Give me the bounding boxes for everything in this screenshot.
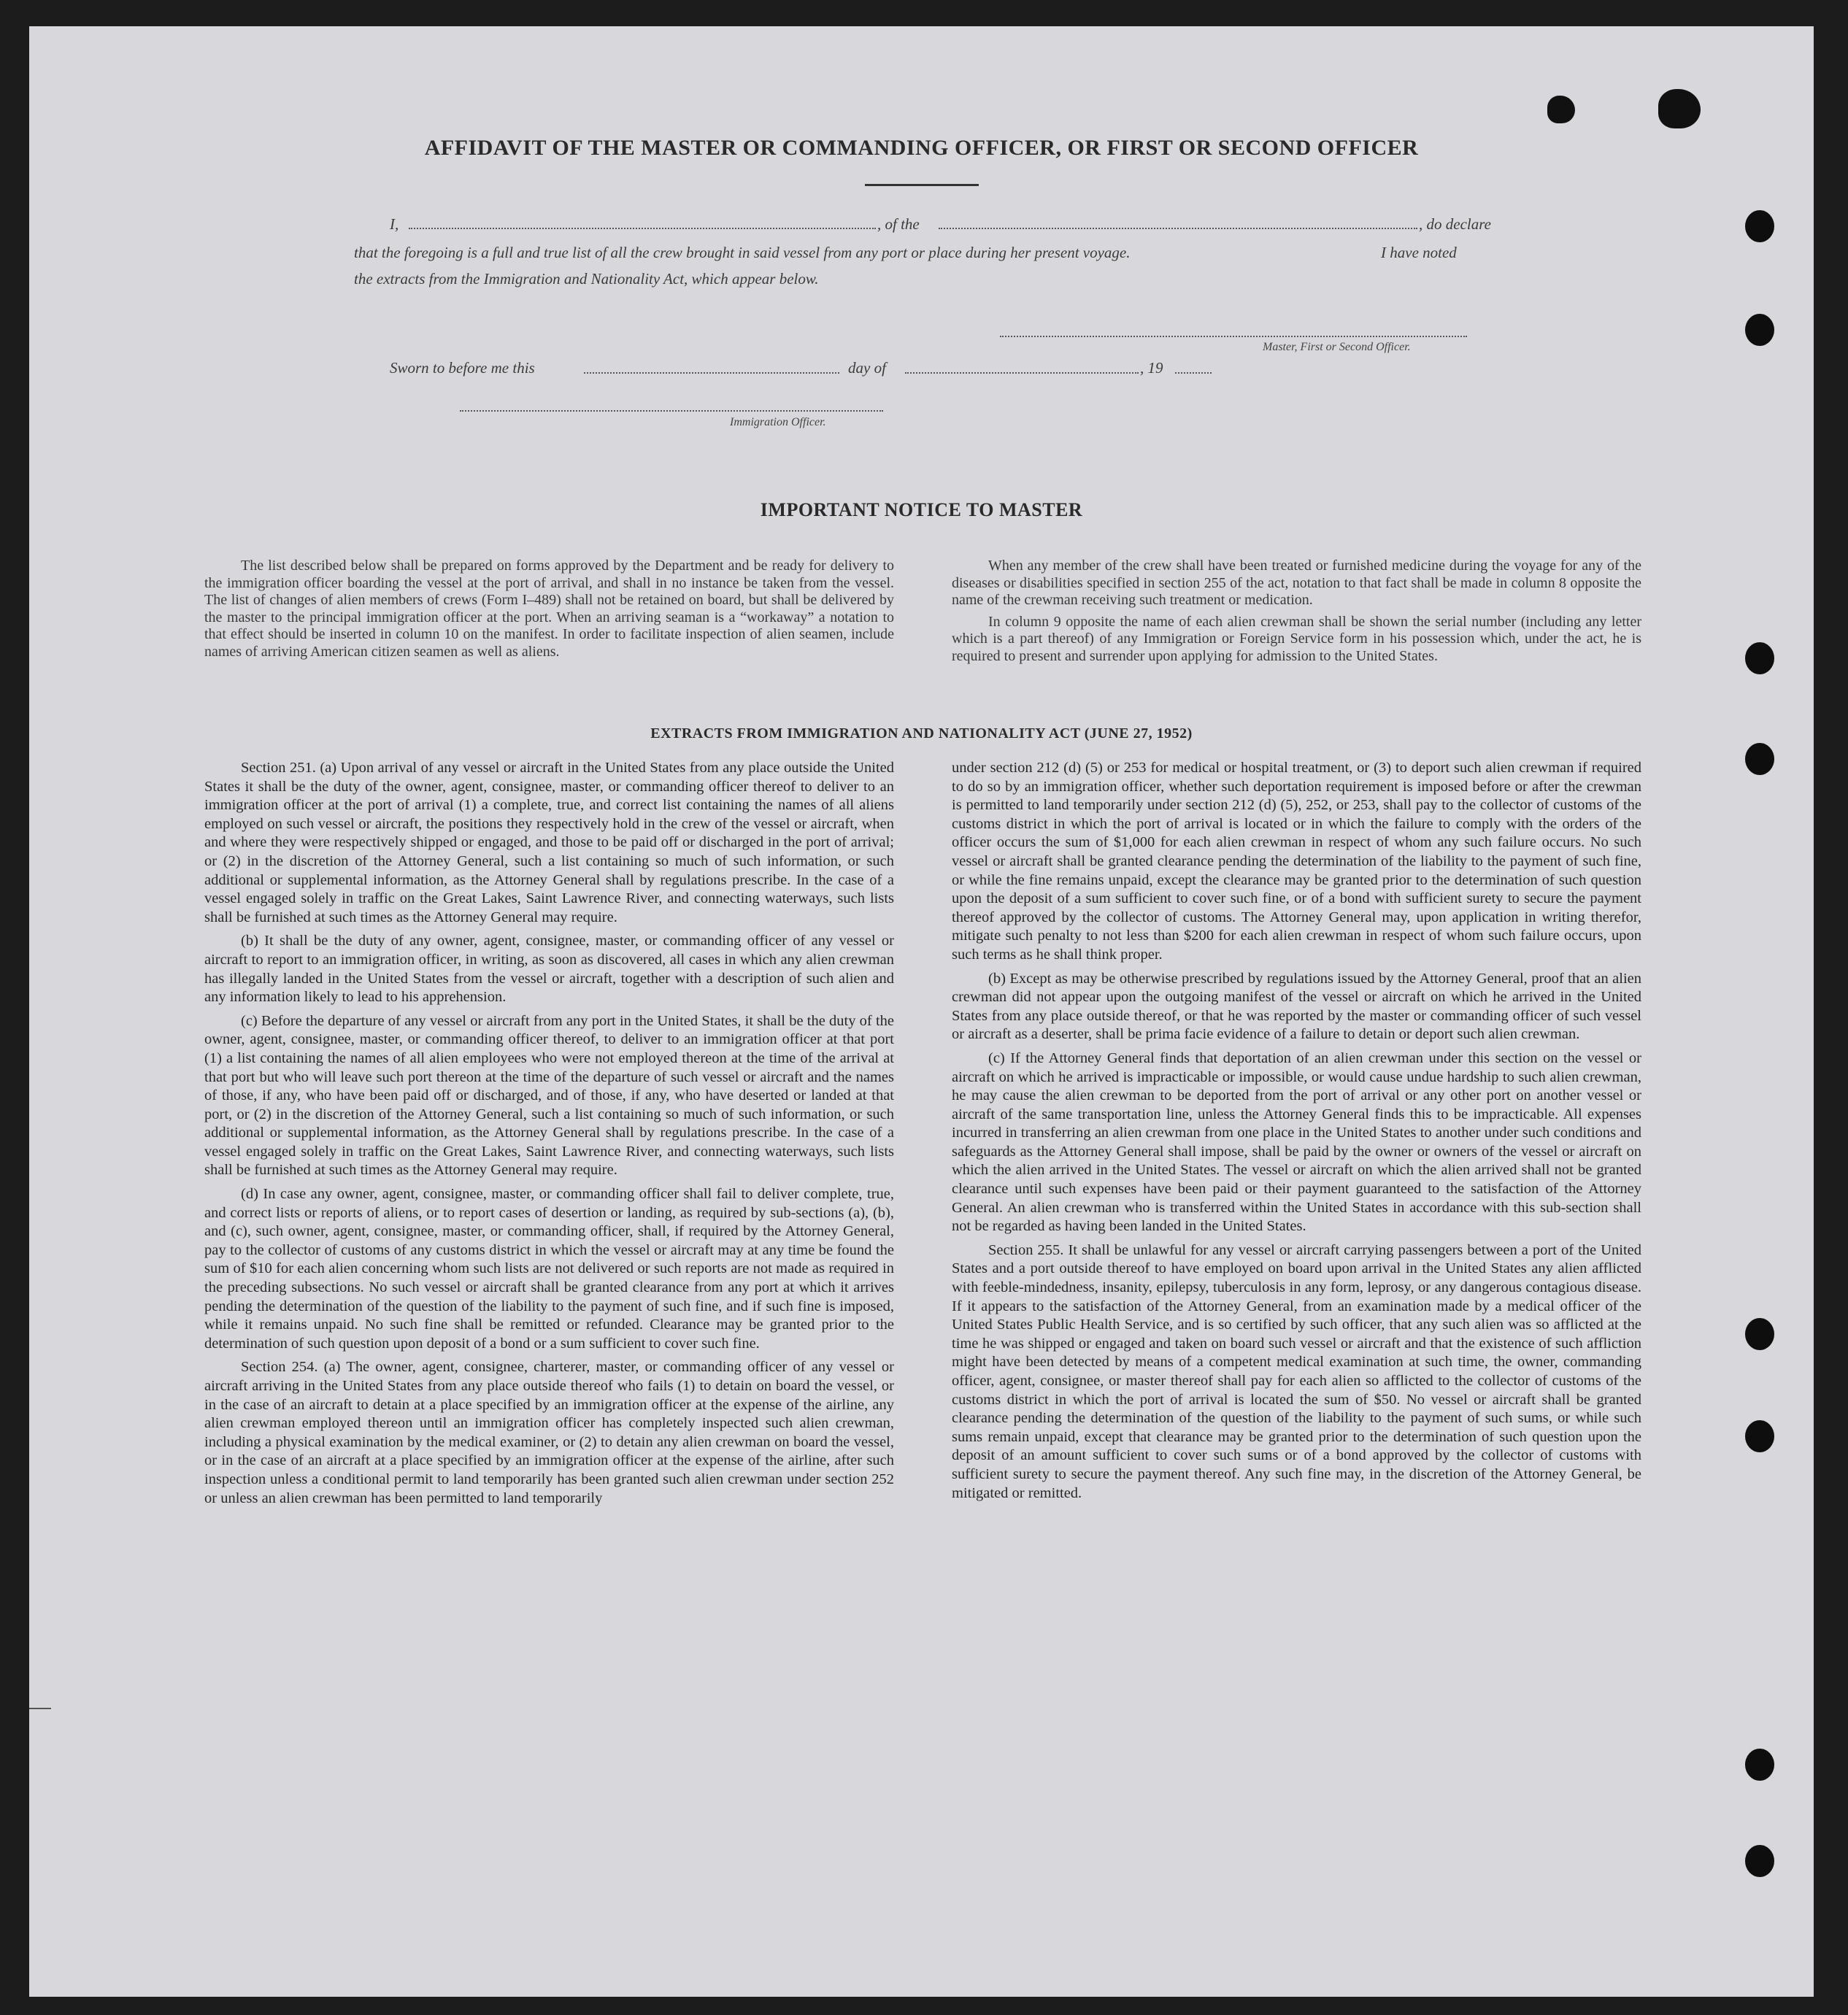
sworn-year-field[interactable] [1175, 372, 1212, 374]
section-paragraph: (b) Except as may be otherwise prescribed by regulations issued by the Attorney General, proof that an alien crewman did not appear upon the outgoing manifest of the vessel or aircraft on which he arrived in the United States from any place outside thereof, or that he was reported by the master or commanding officer of such vessel or aircraft as a deserter, shall be prima facie evidence of a failure to detain or deport such alien crewman. [952, 970, 1641, 1043]
master-signature-label: Master, First or Second Officer. [1263, 341, 1411, 353]
extracts-title: EXTRACTS FROM IMMIGRATION AND NATIONALITY ACT (JUNE 27, 1952) [650, 725, 1193, 741]
affidavit-title: AFFIDAVIT OF THE MASTER OR COMMANDING OFFICER, OR FIRST OR SECOND OFFICER [424, 136, 1419, 160]
vessel-name-field[interactable] [939, 228, 1417, 229]
binder-hole [1745, 314, 1774, 346]
sworn-month-field[interactable] [905, 372, 1139, 374]
notice-paragraph: In column 9 opposite the name of each alien crewman shall be shown the serial number (including any letter which is a part thereof) of any Immigration or Foreign Service form in his possession which, under the act, he is required to present and surrender upon applying for admission to the United States. [952, 613, 1641, 664]
section-paragraph: (d) In case any owner, agent, consignee, master, or commanding officer shall fail to deliver complete, true, and correct lists or reports of aliens, or to report cases of desertion or landing, as required by sub-sections (a), (b), and (c), such owner, agent, consignee, master, or commanding officer, shall, if required by the Attorney General, pay to the collector of customs of any customs district in which the vessel or aircraft may at any time be found the sum of $10 for each alien concerning whom such lists are not delivered or such reports are not made as required in the preceding subsections. No such vessel or aircraft shall be granted clearance from any port at which it arrives pending the determination of the question of the liability to the payment of such fine, and if such fine is imposed, while it remains unpaid. No such fine shall be remitted or refunded. Clearance may be granted prior to the determination of such question upon deposit of a bond or a sum sufficient to cover such fine. [204, 1186, 894, 1352]
sworn-label: Sworn to before me this [390, 359, 535, 377]
immigration-officer-label: Immigration Officer. [730, 416, 826, 428]
section-paragraph: Section 254. (a) The owner, agent, consignee, charterer, master, or commanding officer of any vessel or aircraft arriving in the United States from any place outside thereof who fails (1) to detain on board the vessel, or in the case of an aircraft to detain at a place specified by an immigration officer at the expense of the airline, any alien crewman employed thereon until an immigration officer has completely inspected such alien crewman, including a physical examination by the medical examiner, or (2) to detain any alien crewman on board the vessel, or in the case of an aircraft at a place specified by an immigration officer at the expense of the airline, after such inspection unless a conditional permit to land temporarily has been granted such alien crewman under section 252 or unless an alien crewman has been permitted to land temporarily [204, 1359, 894, 1506]
year-label: , 19 [1140, 359, 1163, 377]
title-divider [865, 184, 979, 186]
sworn-date-field[interactable] [584, 372, 839, 374]
master-signature-field[interactable] [1000, 336, 1467, 337]
notice-paragraph: The list described below shall be prepared on forms approved by the Department and be ready for delivery to the immigration officer boarding the vessel at the port of arrival, and shall in no instance be taken from the vessel. The list of changes of alien members of crews (Form I–489) shall not be retained on board, but shall be delivered by the master to the principal immigration officer at the port. When an arriving seaman is a “workaway” a notation to that effect should be inserted in column 10 on the manifest. In order to facilitate inspection of alien seamen, include names of arriving American citizen seamen as well as aliens. [204, 558, 894, 660]
section-paragraph: Section 255. It shall be unlawful for any vessel or aircraft carrying passengers between a port of the United States and a port outside thereof to have employed on board upon arrival in the United States any alien afflicted with feeble-mindedness, insanity, epilepsy, tuberculosis in any form, leprosy, or any dangerous contagious disease. If it appears to the satisfaction of the Attorney General, from an examination made by a medical officer of the United States Public Health Service, and is so certified by such officer, that any such alien was so afflicted at the time he was shipped or engaged and taken on board such vessel or aircraft and that the existence of such affliction might have been detected by means of a competent medical examination at such time, the owner, commanding officer, agent, consignee, or master thereof shall pay for each alien so afflicted to the collector of customs of the customs district in which the port of arrival is located the sum of $50. No vessel or aircraft shall be granted clearance pending the determination of the question of the liability to the payment of such sums, or while such sums remain unpaid, except that clearance may be granted prior to the determination of such question upon the deposit of an amount sufficient to cover such sums or of a bond approved by the collector of customs with sufficient surety to secure the payment thereof. Any such fine may, in the discretion of the Attorney General, be mitigated or remitted. [952, 1241, 1641, 1501]
affidavit-declare-label: , do declare [1419, 215, 1491, 233]
binder-hole [1745, 1318, 1774, 1350]
binder-hole [1745, 1420, 1774, 1452]
notice-paragraph: When any member of the crew shall have been treated or furnished medicine during the voyage for any of the diseases or disabilities specified in section 255 of the act, notation to that fact shall be made in column 8 opposite the name of the crewman receiving such treatment or medication. [952, 558, 1641, 608]
binder-hole [1745, 1845, 1774, 1877]
section-paragraph: (c) Before the departure of any vessel or aircraft from any port in the United States, it shall be the duty of the owner, agent, consignee, master, or commanding officer thereof, to deliver to an immigration officer at that port (1) a list containing the names of all alien employees who were not employed thereon at the time of the arrival at that port but who will leave such port thereon at the time of the departure of such vessel or aircraft and the names of those, if any, who have been paid off or discharged, and of those, if any, who have deserted or landed at that port, or (2) in the discretion of the Attorney General, such a list containing so much of such information, or such additional or supplemental information, as the Attorney General shall by regulations prescribe. In the case of a vessel engaged solely in traffic on the Great Lakes, Saint Lawrence River, and connecting waterways, such lists shall be furnished at such times as the Attorney General may require. [204, 1012, 894, 1179]
section-paragraph: under section 212 (d) (5) or 253 for medical or hospital treatment, or (3) to deport such alien crewman if required to do so by an immigration officer, whether such deportation requirement is imposed before or after the crewman is permitted to land temporarily under section 212 (d) (5), 252, or 253, shall pay to the collector of customs of the customs district in which the port of arrival is located or in which the failure to comply with the orders of the officer occurs the sum of $1,000 for each alien crewman in respect of whom any such failure occurs. No such vessel or aircraft shall be granted clearance pending the determination of the liability to the payment of such fine, or while the fine remains unpaid, except the clearance may be granted prior to the determination of such question upon the deposit of a sum sufficient to cover such fine, or of a bond with sufficient surety to secure the payment thereof approved by the collector of customs. The Attorney General may, upon application in writing therefor, mitigate such penalty to not less than $200 for each alien crewman in respect of whom such failure occurs, upon such terms as he shall think proper. [952, 760, 1641, 963]
section-paragraph: (b) It shall be the duty of any owner, agent, consignee, master, or commanding officer of any vessel or aircraft to report to an immigration officer, in writing, as soon as discovered, all cases in which any alien crewman has illegally landed in the United States from the vessel or aircraft, together with a description of such alien and any information likely to lead to his apprehension. [204, 933, 894, 1006]
form-page [29, 26, 1814, 1997]
section-paragraph: (c) If the Attorney General finds that deportation of an alien crewman under this section on the vessel or aircraft on which he arrived is impracticable or impossible, or would cause undue hardship to such alien crewman, he may cause the alien crewman to be deported from the port of arrival or any other port on another vessel or aircraft of the same transportation line, unless the Attorney General finds this to be impracticable. All expenses incurred in transferring an alien crewman from one place in the United States to another under such conditions and safeguards as the Attorney General shall impose, shall be paid by the owner or owners of the vessel or aircraft on which the alien arrived in the United States. The vessel or aircraft on which the alien arrived shall not be granted clearance until such expenses have been paid or their payment guaranteed to the satisfaction of the Attorney General. An alien crewman who is transferred within the United States in accordance with this sub-section shall not be regarded as having been landed in the United States. [952, 1049, 1641, 1235]
notice-left-column [204, 558, 894, 665]
ink-blot [1547, 96, 1575, 123]
affidavit-i-label: I, [390, 215, 399, 233]
binder-hole [1745, 743, 1774, 775]
master-name-field[interactable] [409, 228, 876, 229]
notice-right-column [952, 558, 1641, 669]
day-of-label: day of [848, 359, 886, 377]
affidavit-line-3: the extracts from the Immigration and Nationality Act, which appear below. [354, 270, 819, 288]
binder-hole [1745, 210, 1774, 242]
binder-hole [1745, 642, 1774, 674]
section-paragraph: Section 251. (a) Upon arrival of any vessel or aircraft in the United States from any place outside the United States it shall be the duty of the owner, agent, consignee, master, or commanding officer thereof to deliver to an immigration officer at the port of arrival (1) a complete, true, and correct list containing the names of all aliens employed on such vessel or aircraft, the positions they respectively hold in the crew of the vessel or aircraft, when and where they were respectively shipped or engaged, and those to be paid off or discharged in the port of arrival; or (2) in the discretion of the Attorney General, such a list containing so much of such information, or such additional or supplemental information, as the Attorney General shall by regulations prescribe. In the case of a vessel engaged solely in traffic on the Great Lakes, Saint Lawrence River, and connecting waterways, such lists shall be furnished at such times as the Attorney General may require. [204, 760, 894, 925]
immigration-officer-signature-field[interactable] [460, 410, 883, 412]
binder-hole [1745, 1749, 1774, 1781]
extracts-left-column [204, 759, 894, 1513]
affidavit-of-the-label: , of the [877, 215, 920, 233]
notice-title: IMPORTANT NOTICE TO MASTER [760, 499, 1083, 520]
edge-mark [29, 1708, 51, 1709]
affidavit-line-2b: I have noted [1381, 244, 1457, 261]
affidavit-line-2: that the foregoing is a full and true list of all the crew brought in said vessel from any port or place during her present voyage. [354, 244, 1131, 261]
extracts-right-column [952, 759, 1641, 1508]
ink-blot [1658, 89, 1701, 128]
